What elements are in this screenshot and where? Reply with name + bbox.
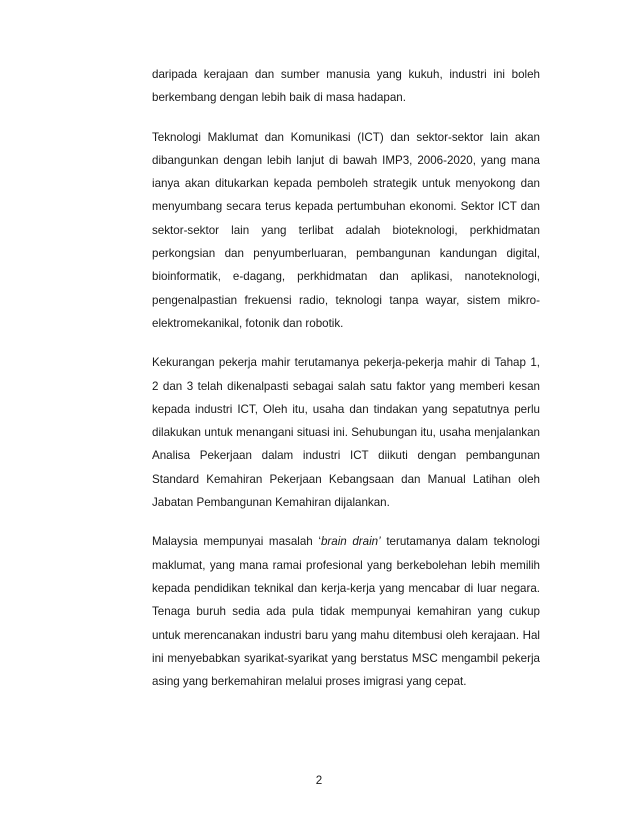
paragraph-4 bbox=[152, 530, 540, 693]
paragraph-4-rest: terutamanya dalam teknologi maklumat, yang mana ramai profesional yang berkebolehan lebih memilih kepada pendidikan teknikal dan kerja-kerja yang mencabar di luar negara. Tenaga buruh sedia ada pula tidak mempunyai kemahiran yang cukup untuk merencanakan industri baru yang mahu ditembusi oleh kerajaan. Hal ini menyebabkan syarikat-syarikat yang berstatus MSC mengambil pekerja asing yang berkemahiran melalui proses imigrasi yang cepat. bbox=[152, 535, 540, 689]
paragraph-2: Teknologi Maklumat dan Komunikasi (ICT) dan sektor-sektor lain akan dibangunkan dengan lebih lanjut di bawah IMP3, 2006-2020, yang mana ianya akan ditukarkan kepada pemboleh strategik untuk menyokong dan menyumbang secara terus kepada pertumbuhan ekonomi. Sektor ICT dan sektor-sektor lain yang terlibat adalah bioteknologi, perkhidmatan perkongsian dan penyumberluaran, pembangunan kandungan digital, bioinformatik, e-dagang, perkhidmatan dan aplikasi, nanoteknologi, pengenalpastian frekuensi radio, teknologi tanpa wayar, sistem mikro-elektromekanikal, fotonik dan robotik. bbox=[152, 130, 540, 330]
paragraph-1: daripada kerajaan dan sumber manusia yang kukuh, industri ini boleh berkembang dengan lebih baik di masa hadapan. bbox=[152, 68, 540, 105]
body-text bbox=[152, 63, 540, 709]
page-number: 2 bbox=[315, 774, 323, 787]
paragraph-4-italic-term: brain drain’ bbox=[320, 535, 381, 549]
paragraph-4-lead: Malaysia mempunyai masalah ‘ bbox=[152, 535, 321, 549]
paragraph-3: Kekurangan pekerja mahir terutamanya pekerja-pekerja mahir di Tahap 1, 2 dan 3 telah dikenalpasti sebagai salah satu faktor yang memberi kesan kepada industri ICT, Oleh itu, usaha dan tindakan yang sepatutnya perlu dilakukan untuk menangani situasi ini. Sehubungan itu, usaha menjalankan Analisa Pekerjaan dalam industri ICT diikuti dengan pembangunan Standard Kemahiran Pekerjaan Kebangsaan dan Manual Latihan oleh Jabatan Pembangunan Kemahiran dijalankan. bbox=[152, 356, 540, 510]
